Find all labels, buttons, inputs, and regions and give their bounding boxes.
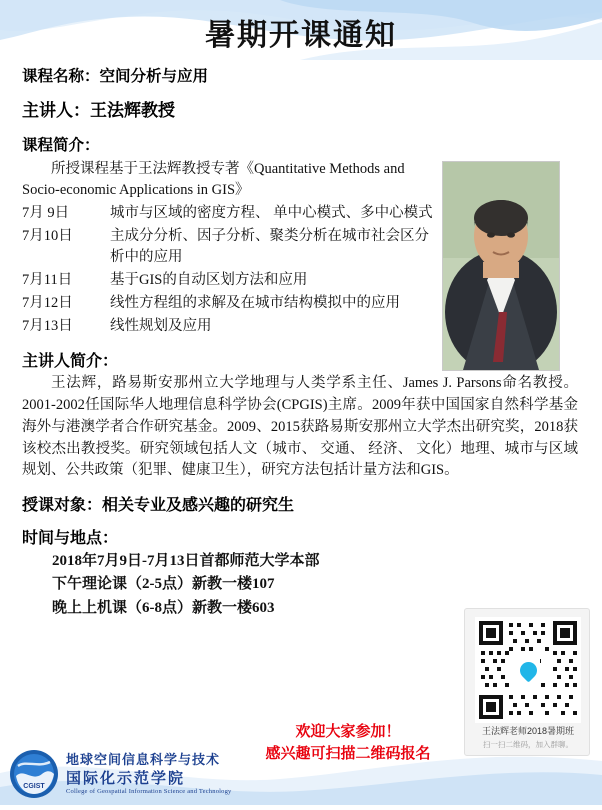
- audience-label: 授课对象：: [22, 497, 103, 514]
- welcome-line-1: 欢迎大家参加！: [295, 724, 401, 740]
- schedule-desc: 线性规划及应用: [110, 318, 212, 335]
- institution-name: [66, 753, 232, 795]
- page-title: 暑期开课通知: [205, 18, 397, 53]
- schedule-desc: 基于GIS的自动区划方法和应用: [110, 272, 308, 289]
- schedule-table: [22, 202, 436, 338]
- intro-paragraph: [22, 159, 436, 200]
- svg-text:CGIST: CGIST: [23, 783, 45, 790]
- audience-value: 相关专业及感兴趣的研究生: [102, 497, 295, 514]
- bio-paragraph: [22, 373, 578, 482]
- poster-body: [22, 62, 582, 620]
- timeplace-line: 晚上上机课（6-8点）新教一楼603: [52, 599, 275, 616]
- timeplace-line: 2018年7月9日-7月13日首都师范大学本部: [52, 553, 320, 569]
- lecturer-row: [22, 96, 582, 121]
- institution-name-en: College of Geospatial Information Science and Technology: [66, 788, 232, 795]
- qr-sublabel: 扫一扫二维码，加入群聊。: [483, 740, 573, 749]
- schedule-desc: 主成分分析、因子分析、聚类分析在城市社会区分析中的应用: [110, 228, 429, 266]
- course-name-value: 空间分析与应用: [99, 68, 209, 85]
- qr-code-image: [475, 617, 581, 723]
- table-row: [22, 225, 436, 269]
- timeplace-line: 下午理论课（2-5点）新教一楼107: [52, 576, 275, 593]
- schedule-date: 7月12日: [22, 295, 73, 312]
- lecturer-label: 主讲人：: [22, 101, 90, 120]
- schedule-date: 7月11日: [22, 272, 73, 289]
- table-row: [22, 315, 436, 338]
- institution-name-line2: 国际化示范学院: [66, 769, 186, 788]
- timeplace-heading: 时间与地点：: [22, 530, 119, 547]
- intro-paragraph-text: 所授课程基于王法辉教授专著《Quantitative Methods and Socio-economic Applications in GIS》: [22, 161, 405, 198]
- course-name-row: [22, 64, 582, 86]
- table-row: [22, 269, 436, 292]
- table-row: [22, 292, 436, 315]
- bio-heading: 主讲人简介：: [22, 353, 119, 371]
- schedule-date: 7月13日: [22, 318, 73, 335]
- course-name-label: 课程名称：: [22, 68, 100, 85]
- schedule-date: 7月 9日: [22, 205, 70, 222]
- schedule-desc: 城市与区域的密度方程、 单中心模式、多中心模式: [110, 205, 433, 222]
- leaf-icon: [516, 658, 540, 682]
- intro-heading: 课程简介：: [22, 137, 100, 154]
- bio-paragraph-text: 王法辉，路易斯安那州立大学地理与人类学系主任、James J. Parsons命名教授。2001-2002任国际华人地理信息科学协会(CPGIS)主席。2009年获中国国家自然科学基金海外与港澳学者合作研究基金。2009、2015获路易斯安那州立大学杰出研究奖，2018获该校杰出教授奖。研究领域包括人文（城市、 交通、 经济、 文化）地理、城市与区域规划、公共政策（犯罪、健康卫生），研究方法包括计量方法和GIS。: [22, 375, 578, 479]
- qr-center-logo: [516, 658, 540, 682]
- cgist-logo-icon: [8, 748, 60, 800]
- schedule-date: 7月10日: [22, 228, 73, 245]
- schedule-desc: 线性方程组的求解及在城市结构模拟中的应用: [110, 295, 400, 312]
- welcome-line-2: 感兴趣可扫描二维码报名: [265, 745, 431, 762]
- audience-row: [22, 492, 582, 515]
- intro-section: [22, 159, 582, 338]
- qr-card[interactable]: [464, 608, 590, 756]
- institution-name-line1: 地球空间信息科学与技术: [66, 753, 221, 768]
- lecturer-value: 王法辉教授: [90, 101, 175, 120]
- lecturer-portrait: [442, 161, 560, 371]
- table-row: [22, 202, 436, 225]
- qr-label: 王法辉老师2018暑期班: [481, 726, 575, 736]
- institution-logo: [8, 747, 232, 801]
